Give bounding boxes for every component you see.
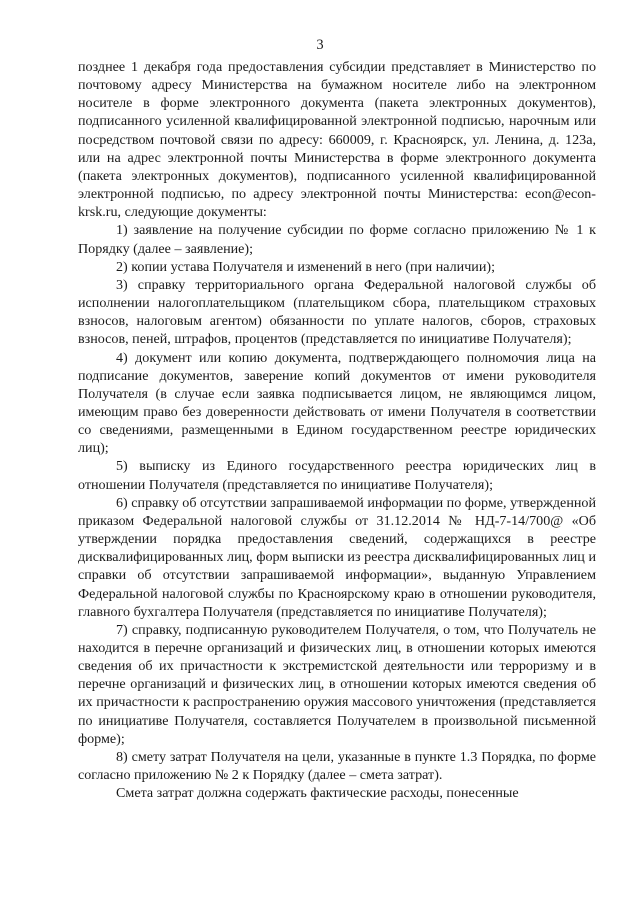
document-body xyxy=(78,58,596,802)
list-item-2: 2) копии устава Получателя и изменений в него (при наличии); xyxy=(116,258,495,275)
list-item-1: 1) заявление на получение субсидии по форме согласно приложению № 1 к Порядку (далее – заявление); xyxy=(78,222,596,257)
list-item-7: 7) справку, подписанную руководителем Получателя, о том, что Получатель не находится в перечне организаций и физических лиц, в отношении которых имеются сведения об их причастности к экстремистской деятельности или терроризму и в перечне организаций и физических лиц, в отношении которых имеются сведения об их причастности к распространению оружия массового уничтожения (представляется по инициативе Получателя, составляется Получателем в произвольной письменной форме); xyxy=(78,621,596,747)
paragraph-intro: позднее 1 декабря года предоставления субсидии представляет в Министерство по почтовому адресу Министерства на бумажном носителе либо на электронном носителе в форме электронного документа (пакета электронных документов), подписанного усиленной квалифицированной электронной подписью, нарочным или посредством почтовой связи по адресу: 660009, г. Красноярск, ул. Ленина, д. 123а, или на адрес электронной почты Министерства в форме электронного документа (пакета электронных документов), подписанного усиленной квалифицированной электронной подписью, по адресу электронной почты Министерства: econ@econ-krsk.ru, следующие документы: xyxy=(78,59,596,221)
list-item-5: 5) выписку из Единого государственного реестра юридических лиц в отношении Получателя (представляется по инициативе Получателя); xyxy=(78,458,596,493)
page-number: 3 xyxy=(316,37,324,53)
list-item-3: 3) справку территориального органа Федеральной налоговой службы об исполнении налогоплательщиком (плательщиком сбора, плательщиком страховых взносов, налоговым агентом) обязанности по уплате налогов, сборов, страховых взносов, пеней, штрафов, процентов (представляется по инициативе Получателя); xyxy=(78,276,596,348)
list-item-4: 4) документ или копию документа, подтверждающего полномочия лица на подписание документов, заверение копий документов от имени руководителя Получателя (в случае если заявка подписывается лицом, не являющимся лицом, имеющим право без доверенности действовать от имени Получателя в соответствии со сведениями, размещенными в Едином государственном реестре юридических лиц); xyxy=(78,349,596,457)
list-item-6: 6) справку об отсутствии запрашиваемой информации по форме, утвержденной приказом Федеральной налоговой службы от 31.12.2014 № НД-7-14/700@ «Об утверждении порядка предоставления сведений, содержащихся в реестре дисквалифицированных лиц, форм выписки из реестра дисквалифицированных лиц и справки об отсутствии запрашиваемой информации», выданную Управлением Федеральной налоговой службы по Красноярскому краю в отношении руководителя, главного бухгалтера Получателя (представляется по инициативе Получателя); xyxy=(78,494,596,620)
list-item-8: 8) смету затрат Получателя на цели, указанные в пункте 1.3 Порядка, по форме согласно приложению № 2 к Порядку (далее – смета затрат). xyxy=(78,748,596,784)
paragraph-estimate: Смета затрат должна содержать фактические расходы, понесенные xyxy=(116,785,519,802)
